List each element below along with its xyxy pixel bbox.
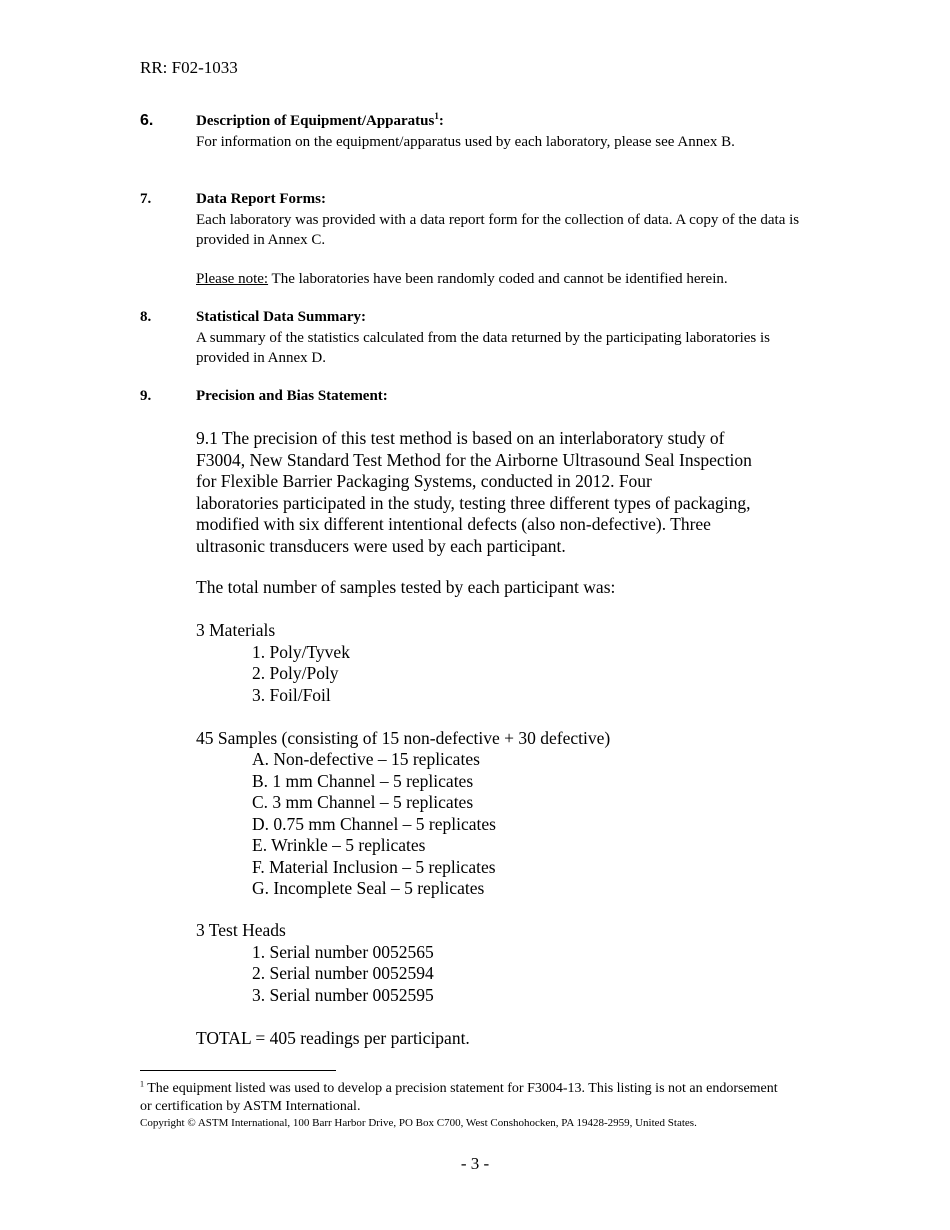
- list-item: F. Material Inclusion – 5 replicates: [252, 857, 496, 877]
- list-item: 3. Serial number 0052595: [252, 985, 434, 1005]
- total-readings: TOTAL = 405 readings per participant.: [196, 1028, 470, 1048]
- list-item: 2. Serial number 0052594: [252, 963, 434, 983]
- list-item: B. 1 mm Channel – 5 replicates: [252, 771, 474, 791]
- footnote: [140, 1080, 780, 1116]
- note-label: Please note:: [196, 271, 269, 287]
- paragraph-line: modified with six different intentional defects (also non-defective). Three: [196, 514, 711, 535]
- section-7-note: [196, 269, 826, 289]
- section-6-title: [196, 113, 444, 130]
- precision-paragraph: [196, 428, 796, 558]
- list-item: E. Wrinkle – 5 replicates: [252, 835, 426, 855]
- section-6-number: 6.: [140, 112, 154, 129]
- paragraph-line: for Flexible Barrier Packaging Systems, conducted in 2012. Four: [196, 471, 652, 492]
- section-9-number: 9.: [140, 388, 152, 404]
- copyright-notice: Copyright © ASTM International, 100 Barr Harbor Drive, PO Box C700, West Conshohocken, PA 19428-2959, United States.: [140, 1117, 697, 1129]
- footnote-marker: 1: [140, 1079, 144, 1089]
- list-item: 1. Poly/Tyvek: [252, 642, 350, 662]
- list-item: G. Incomplete Seal – 5 replicates: [252, 878, 485, 898]
- list-item: A. Non-defective – 15 replicates: [252, 749, 480, 769]
- section-8-title: Statistical Data Summary:: [196, 309, 366, 325]
- paragraph-line: laboratories participated in the study, testing three different types of packaging,: [196, 492, 751, 513]
- footnote-divider: [140, 1070, 336, 1071]
- list-item: D. 0.75 mm Channel – 5 replicates: [252, 814, 496, 834]
- list-item: 1. Serial number 0052565: [252, 942, 434, 962]
- report-id: RR: F02-1033: [140, 58, 238, 77]
- heads-heading: 3 Test Heads: [196, 920, 286, 940]
- samples-heading: 45 Samples (consisting of 15 non-defective + 30 defective): [196, 728, 611, 748]
- paragraph-line: 9.1 The precision of this test method is based on an interlaboratory study of: [196, 428, 725, 448]
- section-6-title-suffix: :: [438, 113, 444, 129]
- page-number: - 3 -: [460, 1154, 490, 1173]
- samples-intro: The total number of samples tested by each participant was:: [196, 577, 616, 597]
- list-item: 2. Poly/Poly: [252, 663, 339, 683]
- section-7-body: Each laboratory was provided with a data report form for the collection of data. A copy of the data is provided in Annex C.: [196, 212, 800, 248]
- section-6-body: For information on the equipment/apparatus used by each laboratory, please see Annex B.: [196, 134, 735, 150]
- note-text: The laboratories have been randomly coded and cannot be identified herein.: [268, 271, 728, 287]
- section-6-title-text: Description of Equipment/Apparatus: [196, 113, 435, 129]
- section-7-title: Data Report Forms:: [196, 191, 326, 207]
- section-9-title: Precision and Bias Statement:: [196, 388, 388, 404]
- section-8-body: A summary of the statistics calculated from the data returned by the participating laboratories is provided in Annex D.: [196, 330, 770, 366]
- section-7-number: 7.: [140, 191, 152, 207]
- paragraph-line: F3004, New Standard Test Method for the Airborne Ultrasound Seal Inspection: [196, 449, 752, 470]
- footnote-text: The equipment listed was used to develop a precision statement for F3004-13. This listing is not an endorsement or certification by ASTM International.: [140, 1081, 778, 1114]
- materials-heading: 3 Materials: [196, 620, 276, 640]
- list-item: C. 3 mm Channel – 5 replicates: [252, 792, 474, 812]
- footnote-ref: 1: [434, 111, 439, 121]
- paragraph-line: ultrasonic transducers were used by each participant.: [196, 535, 566, 556]
- list-item: 3. Foil/Foil: [252, 685, 331, 705]
- section-8-number: 8.: [140, 309, 152, 325]
